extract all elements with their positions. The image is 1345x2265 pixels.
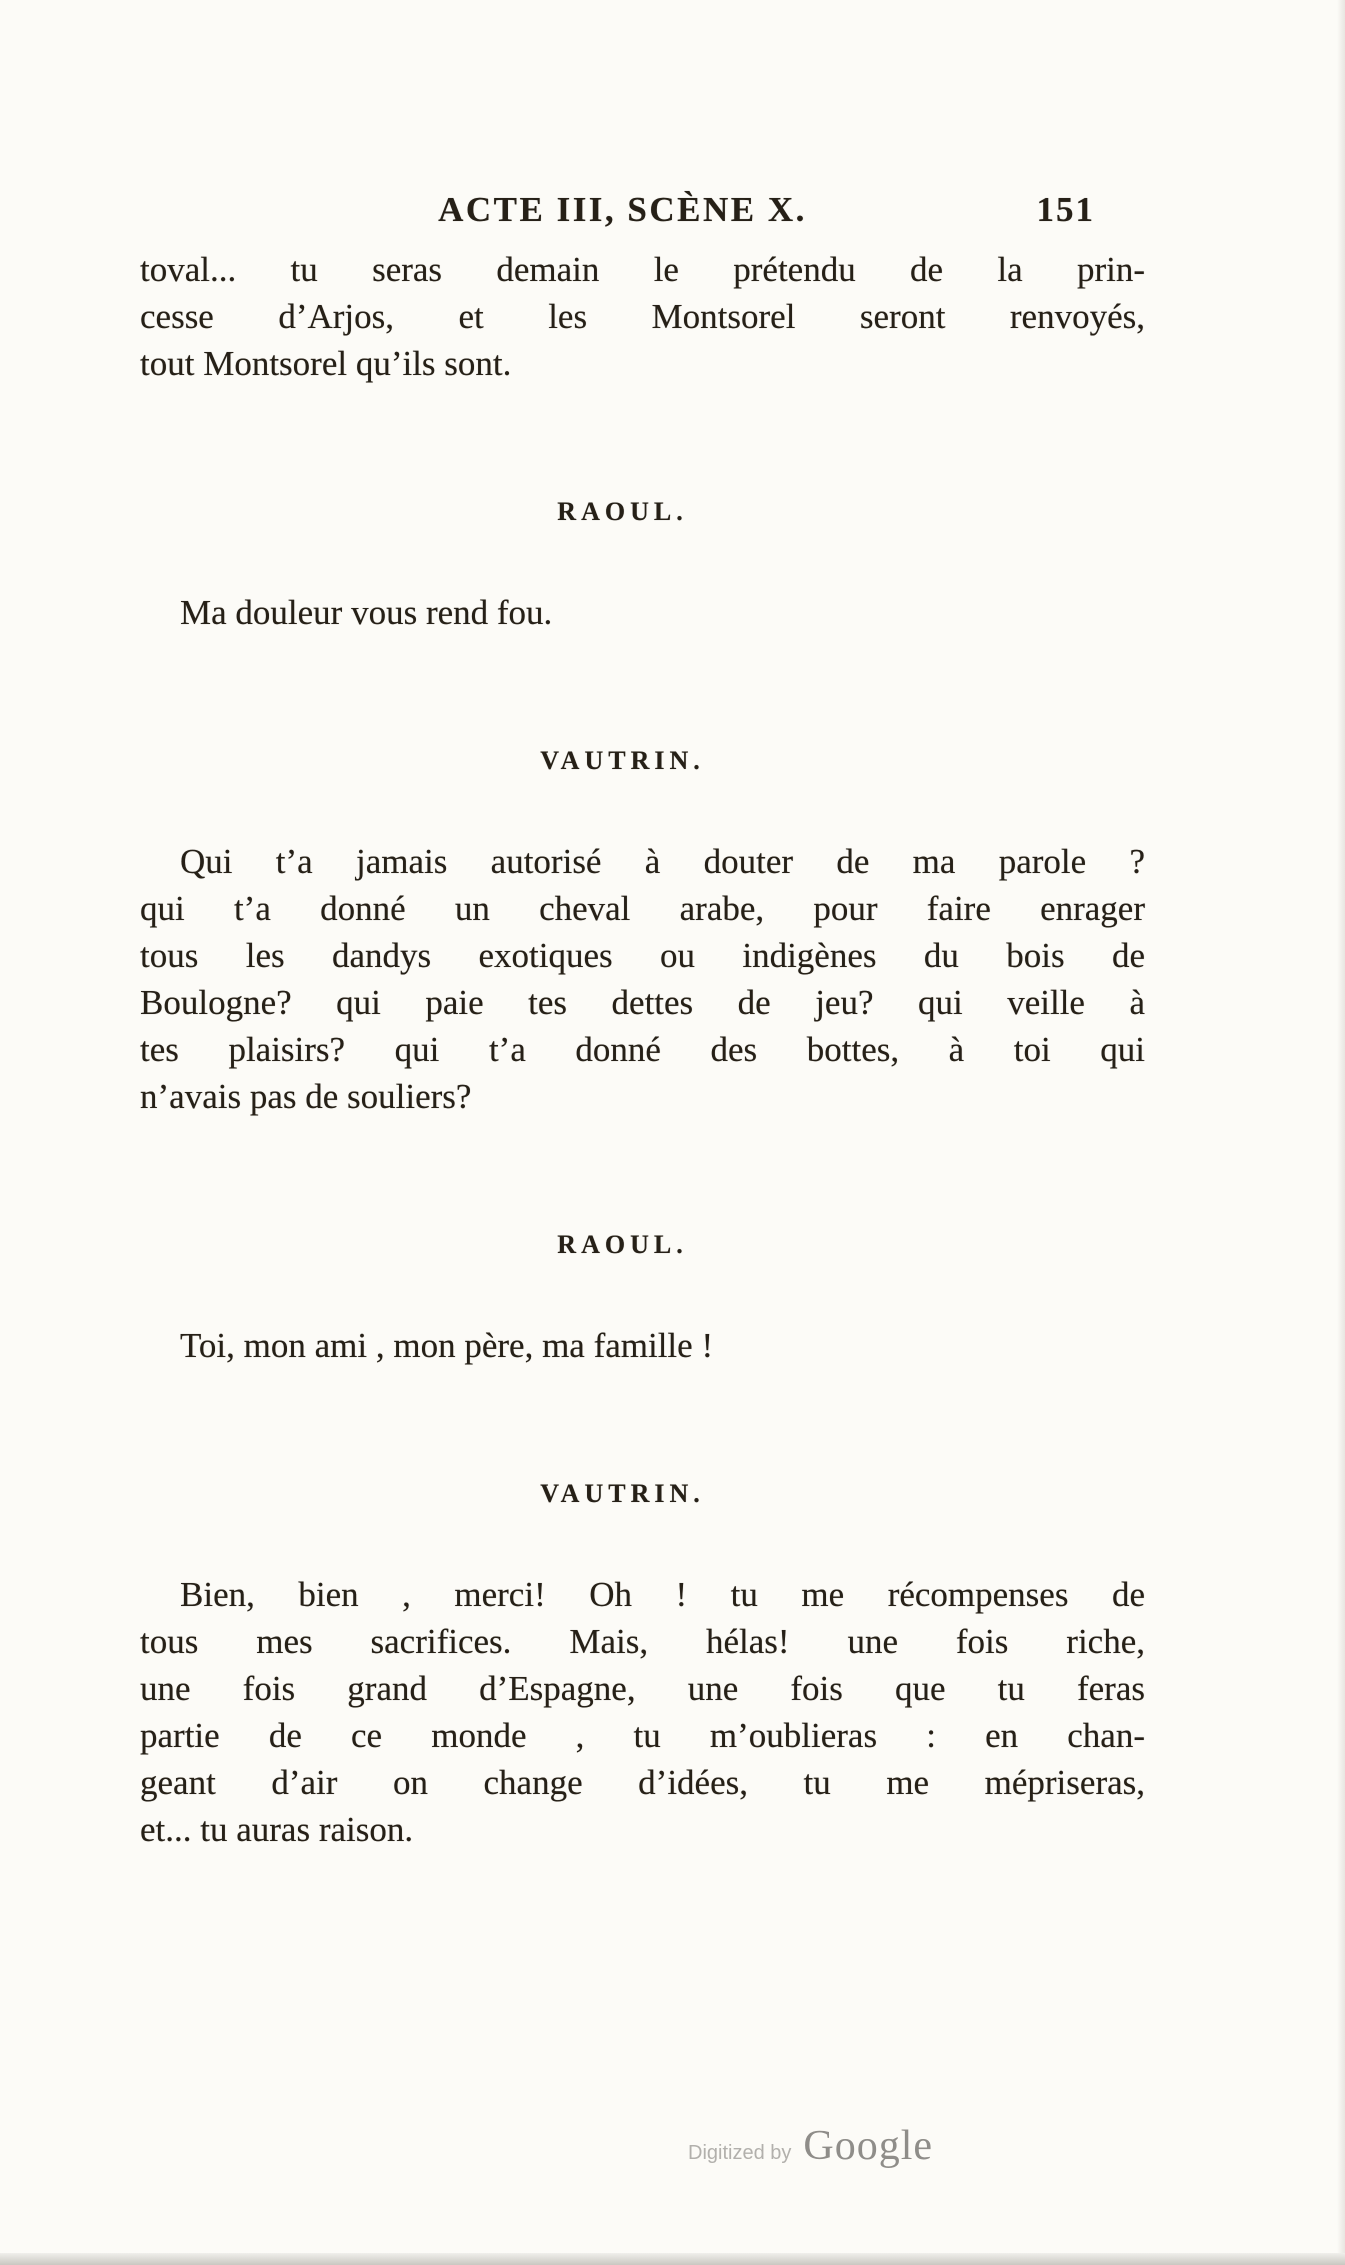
text-line: Bien, bien , merci! Oh ! tu me récompenses de (180, 1575, 1145, 1614)
speaker-heading-raoul: RAOUL. (557, 1230, 688, 1259)
text-line: toval... tu seras demain le prétendu de la prin- (140, 250, 1145, 289)
text-line: qui t’a donné un cheval arabe, pour faire enrager (140, 889, 1145, 928)
text-line: geant d’air on change d’idées, tu me mépriseras, (140, 1763, 1145, 1802)
text-line: Qui t’a jamais autorisé à douter de ma parole ? (180, 842, 1145, 881)
text-line: partie de ce monde , tu m’oublieras : en chan- (140, 1716, 1145, 1755)
digitized-by-label: Digitized by (688, 2142, 792, 2164)
running-head: ACTE III, SCÈNE X. (438, 190, 807, 229)
paragraph-vautrin (140, 838, 1145, 1120)
text-line: tout Montsorel qu’ils sont. (140, 344, 512, 383)
text-line: Toi, mon ami , mon père, ma famille ! (180, 1326, 714, 1365)
speaker-heading-raoul: RAOUL. (557, 497, 688, 526)
paragraph-continuation (140, 246, 1145, 387)
text-line: tous mes sacrifices. Mais, hélas! une fois riche, (140, 1622, 1145, 1661)
paragraph-raoul (140, 1322, 1145, 1369)
digitized-watermark (688, 2122, 933, 2170)
text-block (140, 190, 1145, 1853)
paragraph-raoul (140, 589, 1145, 636)
text-line: et... tu auras raison. (140, 1810, 414, 1849)
text-line: Boulogne? qui paie tes dettes de jeu? qui veille à (140, 983, 1145, 1022)
text-line: cesse d’Arjos, et les Montsorel seront renvoyés, (140, 297, 1145, 336)
text-line: n’avais pas de souliers? (140, 1077, 472, 1116)
page-number: 151 (1036, 190, 1095, 229)
text-line: Ma douleur vous rend fou. (180, 593, 553, 632)
paragraph-vautrin (140, 1571, 1145, 1853)
page-header (140, 190, 1145, 238)
speaker-heading-vautrin: VAUTRIN. (540, 746, 705, 775)
speaker-heading-vautrin: VAUTRIN. (540, 1479, 705, 1508)
text-line: tes plaisirs? qui t’a donné des bottes, à toi qui (140, 1030, 1145, 1069)
text-line: tous les dandys exotiques ou indigènes du bois de (140, 936, 1145, 975)
text-line: une fois grand d’Espagne, une fois que tu feras (140, 1669, 1145, 1708)
google-watermark-logo: Google (803, 2123, 934, 2169)
